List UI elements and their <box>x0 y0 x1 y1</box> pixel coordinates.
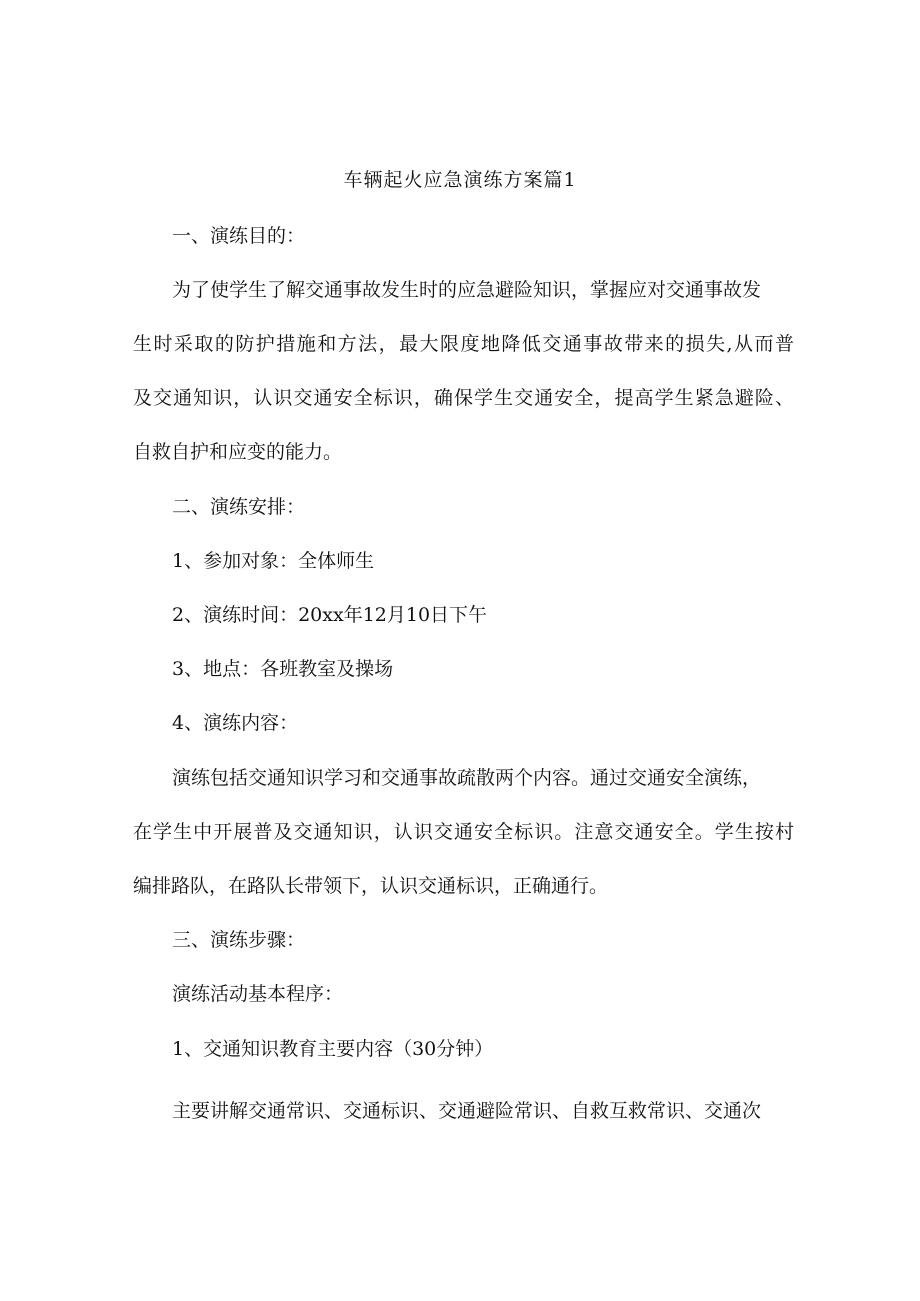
paragraph-line: 编排路队，在路队长带领下，认识交通标识，正确通行。 <box>133 875 609 897</box>
list-item: 1、参加对象：全体师生 <box>172 550 375 572</box>
paragraph-line: 演练活动基本程序： <box>172 983 344 1005</box>
list-item: 2、演练时间：20xx年12月10日下午 <box>172 604 488 626</box>
paragraph-line: 主要讲解交通常识、交通标识、交通避险常识、自救互救常识、交通次 <box>172 1100 762 1122</box>
paragraph-line: 生时采取的防护措施和方法，最大限度地降低交通事故带来的损失,从而普 <box>133 333 794 355</box>
section-heading-purpose: 一、演练目的： <box>172 225 306 247</box>
section-heading-arrangement: 二、演练安排： <box>172 496 306 518</box>
list-item: 3、地点：各班教室及操场 <box>172 658 394 680</box>
list-item: 4、演练内容： <box>172 712 299 734</box>
paragraph-line: 为了使学生了解交通事故发生时的应急避险知识，掌握应对交通事故发 <box>172 279 762 301</box>
section-heading-steps: 三、演练步骤： <box>172 929 306 951</box>
document-title: 车辆起火应急演练方案篇1 <box>343 169 577 191</box>
paragraph-line: 演练包括交通知识学习和交通事故疏散两个内容。通过交通安全演练， <box>172 767 762 789</box>
paragraph-line: 及交通知识，认识交通安全标识，确保学生交通安全，提高学生紧急避险、 <box>133 387 794 409</box>
list-item: 1、交通知识教育主要内容（30分钟） <box>172 1038 494 1060</box>
paragraph-line: 在学生中开展普及交通知识，认识交通安全标识。注意交通安全。学生按村 <box>133 821 794 843</box>
paragraph-line: 自救自护和应变的能力。 <box>133 441 343 463</box>
